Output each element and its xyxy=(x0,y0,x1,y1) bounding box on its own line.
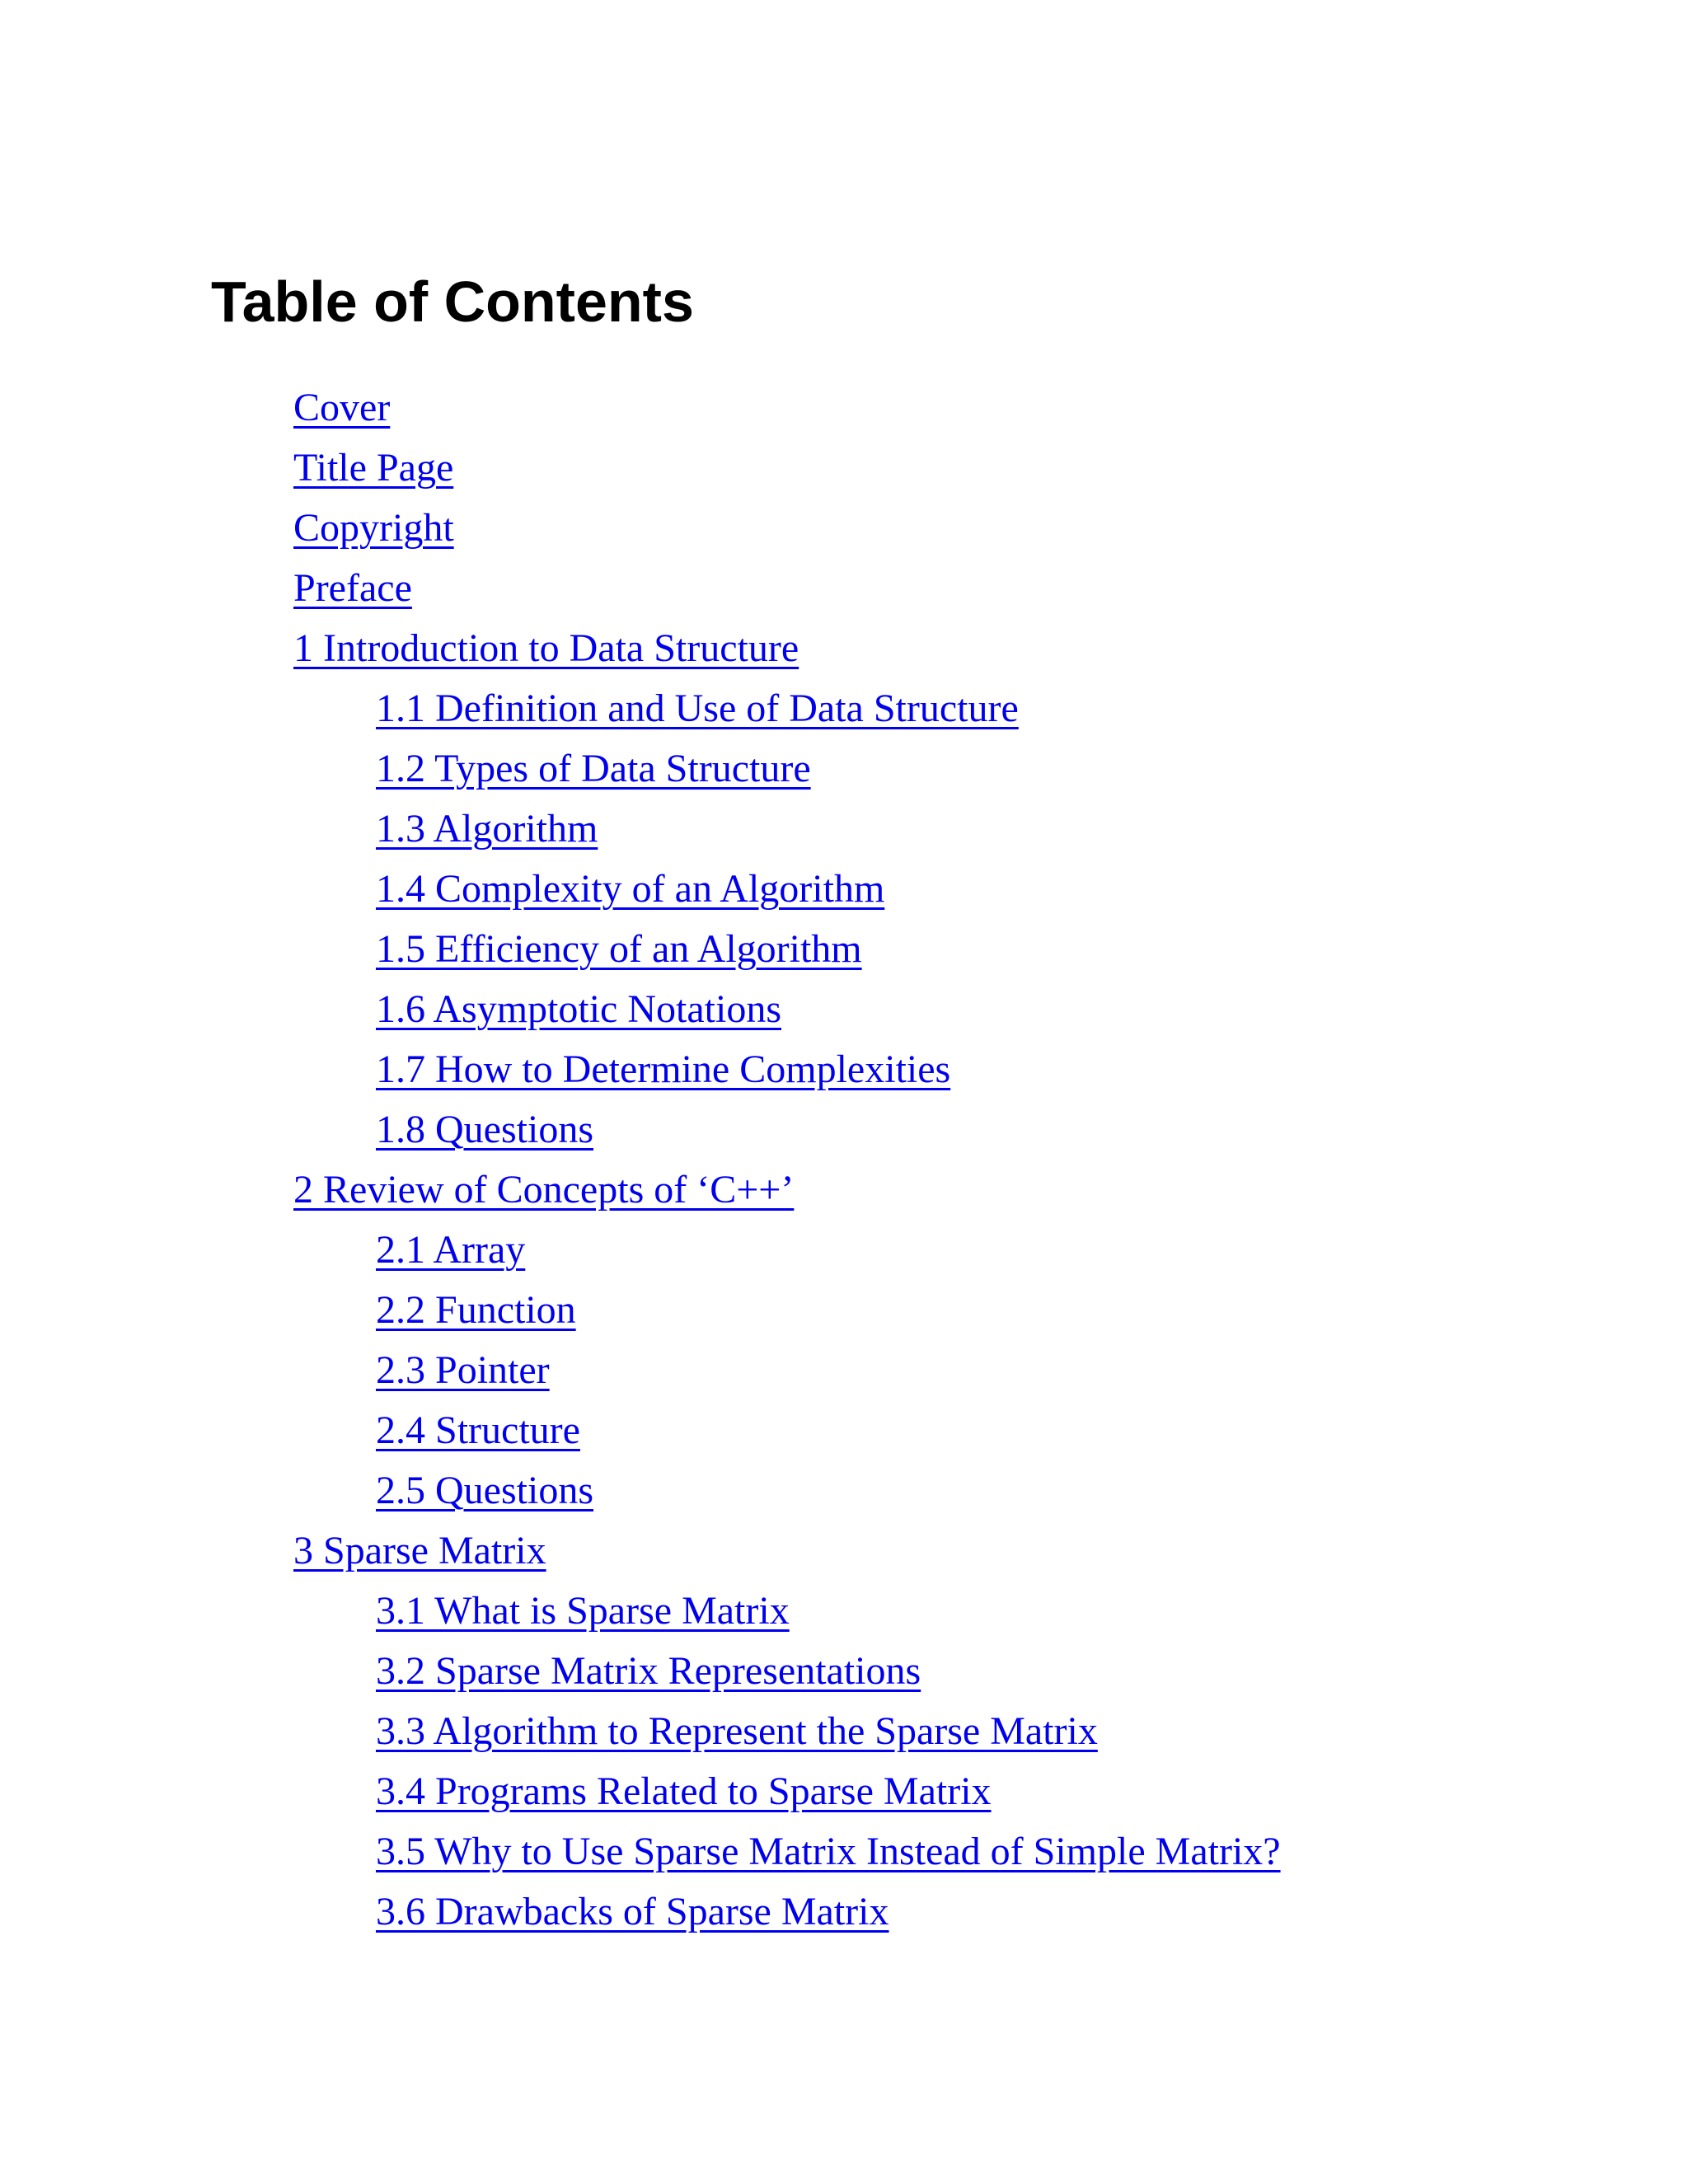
toc-link[interactable]: 2.5 Questions xyxy=(376,1469,593,1512)
toc-link[interactable]: 2.4 Structure xyxy=(376,1408,580,1452)
toc-entry-section xyxy=(0,919,1281,979)
toc-entry-section xyxy=(0,1701,1281,1761)
toc-link[interactable]: 3 Sparse Matrix xyxy=(293,1529,546,1572)
toc-entry-section xyxy=(0,799,1281,859)
toc-link[interactable]: 3.5 Why to Use Sparse Matrix Instead of Simple Matrix? xyxy=(376,1830,1281,1873)
page-title: Table of Contents xyxy=(211,269,694,334)
toc-entry-section xyxy=(0,1821,1281,1882)
toc-entry-section xyxy=(0,738,1281,799)
toc-entry-section xyxy=(0,1882,1281,1942)
toc-link[interactable]: 3.3 Algorithm to Represent the Sparse Matrix xyxy=(376,1709,1098,1753)
toc-entry-section xyxy=(0,979,1281,1039)
toc-link[interactable]: 3.2 Sparse Matrix Representations xyxy=(376,1649,921,1693)
toc-link[interactable]: Cover xyxy=(293,386,391,429)
toc-entry-chapter xyxy=(0,498,1281,558)
toc-entry-section xyxy=(0,1039,1281,1099)
toc-entry-chapter xyxy=(0,438,1281,498)
toc-link[interactable]: 2.2 Function xyxy=(376,1288,576,1332)
toc-entry-chapter xyxy=(0,1521,1281,1581)
toc-link[interactable]: 1.4 Complexity of an Algorithm xyxy=(376,867,885,911)
toc-link[interactable]: 1.2 Types of Data Structure xyxy=(376,747,811,790)
toc-entry-section xyxy=(0,1641,1281,1701)
toc-link[interactable]: 1.5 Efficiency of an Algorithm xyxy=(376,927,862,971)
toc-list xyxy=(0,377,1281,1942)
toc-link[interactable]: Preface xyxy=(293,566,412,610)
toc-entry-section xyxy=(0,1761,1281,1821)
toc-entry-chapter xyxy=(0,558,1281,618)
toc-entry-section xyxy=(0,678,1281,738)
toc-link[interactable]: 1.6 Asymptotic Notations xyxy=(376,987,781,1031)
toc-entry-section xyxy=(0,1099,1281,1160)
toc-link[interactable]: 2.3 Pointer xyxy=(376,1348,550,1392)
toc-entry-chapter xyxy=(0,618,1281,678)
toc-link[interactable]: 1.1 Definition and Use of Data Structure xyxy=(376,687,1019,730)
toc-link[interactable]: 3.6 Drawbacks of Sparse Matrix xyxy=(376,1890,889,1933)
toc-link[interactable]: 3.4 Programs Related to Sparse Matrix xyxy=(376,1769,992,1813)
toc-link[interactable]: Copyright xyxy=(293,506,454,550)
toc-link[interactable]: 1 Introduction to Data Structure xyxy=(293,626,799,670)
toc-entry-section xyxy=(0,1581,1281,1641)
toc-entry-section xyxy=(0,1460,1281,1521)
toc-link[interactable]: 3.1 What is Sparse Matrix xyxy=(376,1589,790,1633)
toc-link[interactable]: 1.7 How to Determine Complexities xyxy=(376,1047,951,1091)
toc-link[interactable]: Title Page xyxy=(293,446,454,490)
toc-link[interactable]: 2.1 Array xyxy=(376,1228,526,1272)
toc-link[interactable]: 2 Review of Concepts of ‘C++’ xyxy=(293,1168,795,1212)
toc-entry-section xyxy=(0,1340,1281,1400)
toc-link[interactable]: 1.8 Questions xyxy=(376,1108,593,1151)
toc-entry-section xyxy=(0,859,1281,919)
toc-entry-section xyxy=(0,1280,1281,1340)
toc-entry-section xyxy=(0,1400,1281,1460)
toc-link[interactable]: 1.3 Algorithm xyxy=(376,807,598,851)
toc-entry-chapter xyxy=(0,377,1281,438)
toc-entry-section xyxy=(0,1220,1281,1280)
toc-entry-chapter xyxy=(0,1160,1281,1220)
